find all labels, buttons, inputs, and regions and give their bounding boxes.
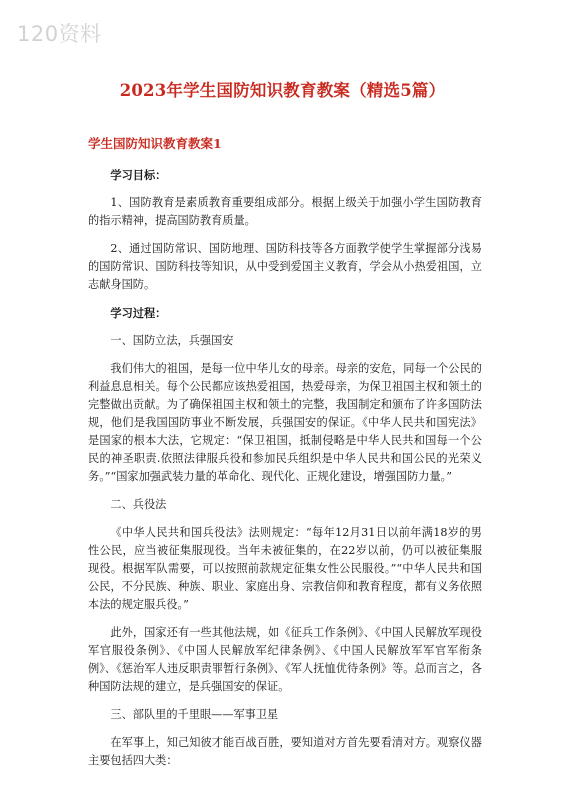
part-2-body-2: 此外，国家还有一些其他法规，如《征兵工作条例》、《中国人民解放军现役军官服役条例》、《中国人民解放军纪律条例》、《中国人民解放军军官军衔条例》、《惩治军人违反职责罪暂行条例》、《军人抚恤优待条例》等。总而言之，各种国防法规的建立，是兵强国安的保证。 (88, 626, 482, 693)
watermark-logo: 120资料 (17, 22, 102, 46)
document-body (88, 166, 482, 780)
section-heading: 学生国防知识教育教案1 (88, 136, 222, 151)
part-1-body: 我们伟大的祖国，是每一位中华儿女的母亲。母亲的安危，同每一个公民的利益息息相关。每个公民都应该热爱祖国，热爱母亲，为保卫祖国主权和领土的完整做出贡献。为了确保祖国主权和领土的完整，我国制定和颁布了许多国防法规，他们是我国国防事业不断发展，兵强国安的保证。《中华人民共和国宪法》是国家的根本大法，它规定：“保卫祖国，抵制侵略是中华人民共和国每一个公民的神圣职责.依照法律服兵役和参加民兵组织是中华人民共和国公民的光荣义务。”“国家加强武装力量的革命化、现代化、正规化建设，增强国防力量。” (88, 362, 482, 483)
objective-paragraph-2: 2、通过国防常识、国防地理、国防科技等各方面教学使学生掌握部分浅易的国防常识、国防科技等知识，从中受到爱国主义教育，学会从小热爱祖国，立志献身国防。 (88, 242, 482, 291)
objective-paragraph-1: 1、国防教育是素质教育重要组成部分。根据上级关于加强小学生国防教育的指示精神，提高国防教育质量。 (88, 196, 482, 227)
part-3-title: 三、部队里的千里眼——军事卫星 (110, 708, 279, 721)
part-3-body: 在军事上，知己知彼才能百战百胜，要知道对方首先要看清对方。观察仪器主要包括四大类： (88, 736, 482, 767)
part-2-body-1: 《中华人民共和国兵役法》法则规定：“每年12月31日以前年满18岁的男性公民，应当被征集服现役。当年未被征集的，在22岁以前，仍可以被征集服现役。根据军队需要，可以按照前款规定征集女性公民服役。”“中华人民共和国公民，不分民族、种族、职业、家庭出身、宗教信仰和教育程度，都有义务依照本法的规定服兵役。” (88, 526, 482, 611)
objectives-label: 学习目标： (110, 168, 167, 182)
process-label: 学习过程： (110, 306, 167, 320)
part-1-title: 一、国防立法，兵强国安 (110, 334, 234, 347)
document-title: 2023年学生国防知识教育教案（精选5篇） (119, 81, 446, 100)
part-2-title: 二、兵役法 (110, 498, 167, 511)
